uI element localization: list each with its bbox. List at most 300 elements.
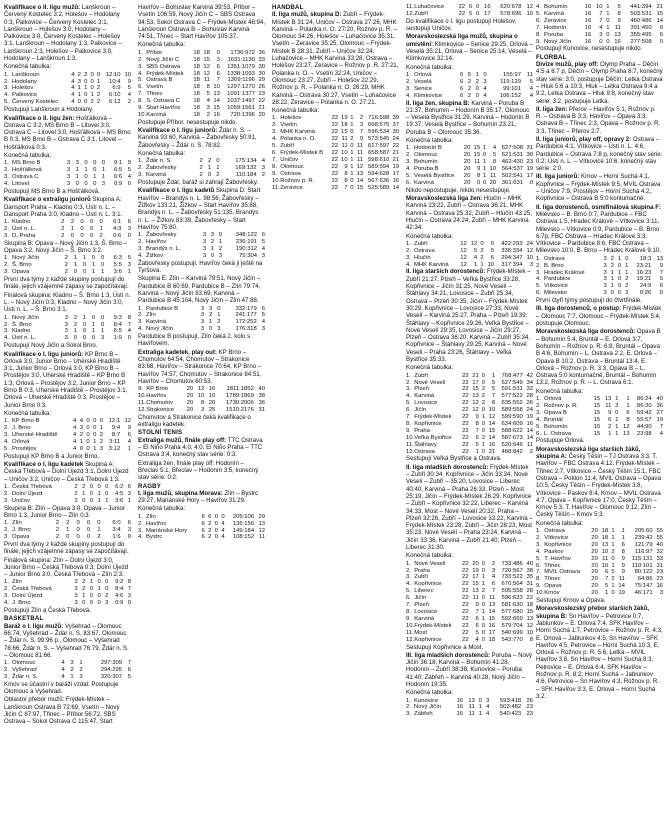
table-cell: 20 — [591, 590, 598, 597]
table-row — [536, 549, 663, 556]
table-cell: 6 — [608, 416, 612, 423]
table-cell: 2. — [138, 312, 143, 319]
table-cell: Hodonín B — [414, 145, 442, 152]
table-cell: 336:334 — [501, 247, 523, 254]
table-cell: Praha — [414, 427, 430, 434]
table-cell: 0 — [76, 527, 80, 534]
table-cell: 4 — [529, 85, 533, 92]
table-cell: 9 — [621, 562, 625, 569]
table-cell: 16 — [526, 420, 533, 427]
table-cell: 0 — [96, 71, 101, 78]
table-cell: 16 — [584, 38, 592, 45]
table-cell: Zlín — [12, 579, 22, 586]
table-cell: Ždár n. S. — [146, 158, 172, 165]
c4-top-note: Postupují Kunovice, nesestupuje nikdo. — [536, 45, 643, 53]
table-cell: Olomouc — [280, 163, 304, 170]
column-5 — [536, 4, 663, 819]
table-cell: 2 — [73, 314, 77, 321]
table-cell: 11 — [614, 24, 621, 31]
table-cell: 1730:2006 — [226, 400, 254, 407]
table-cell: 1 — [481, 441, 486, 448]
table-cell: 1. — [4, 71, 9, 78]
table-cell: 9. — [406, 615, 411, 622]
table-cell: 3 — [75, 160, 79, 167]
table-cell: J. Brno — [12, 425, 31, 432]
table-cell: 0:6 — [113, 232, 122, 239]
c4-s6-head: III. liga dorostenců, o postup: — [536, 305, 623, 313]
table-cell: 12 — [460, 261, 467, 268]
table-cell: 20 — [463, 172, 471, 179]
table-cell: 1 — [604, 590, 609, 597]
table-cell: 26 — [526, 697, 533, 704]
table-cell: 0 — [91, 314, 96, 321]
table-cell: 594:628 — [368, 170, 390, 177]
table-row — [406, 166, 533, 173]
table-cell: 3. — [4, 174, 9, 181]
table-cell: 0 — [483, 179, 487, 186]
table-cell: 1 — [480, 261, 484, 268]
table-cell: J. Brno — [12, 527, 31, 534]
table-cell: Bohumín — [544, 4, 568, 10]
table-cell: 3 — [209, 305, 213, 312]
table-cell: 0 — [617, 276, 622, 283]
table-cell: 1 — [350, 115, 354, 122]
table-cell: 1 — [93, 438, 97, 445]
table-cell: 0 — [86, 438, 90, 445]
table-cell: 2. — [4, 586, 9, 593]
table-cell: 3 — [261, 326, 265, 333]
table-cell: 3 — [66, 181, 71, 187]
table-cell: 11 — [602, 555, 609, 562]
table-cell: 4. — [4, 181, 9, 187]
table-cell: 0 — [481, 379, 486, 386]
table-row — [536, 535, 663, 542]
table-cell: 3. — [406, 386, 411, 393]
table-cell: 1 — [101, 174, 106, 181]
table-cell: 4 — [261, 319, 265, 326]
table-cell: 28 — [526, 588, 533, 595]
table-cell: 3 — [483, 78, 487, 85]
standings-table — [4, 160, 131, 188]
table-row — [4, 498, 131, 505]
table-cell: 12. — [406, 10, 415, 17]
c2-s5: Extraliga mužů, finále play off: TTC Ostrava – El Niño Praha 4:0, 4:0, El Niño Praha – TTC Ostrava 3:4, konečný stav série: 0:3. — [138, 436, 263, 459]
table-cell: 503:531 — [630, 10, 652, 17]
standings-table — [406, 72, 533, 100]
table-cell: 55:57 — [636, 416, 652, 423]
table-cell: 2 — [529, 448, 533, 455]
table-cell: 0 — [73, 335, 77, 342]
table-row — [406, 602, 533, 609]
table-row — [536, 576, 663, 583]
table-row — [406, 93, 533, 100]
table-cell: 6 — [468, 4, 473, 10]
table-cell: 16 — [456, 697, 464, 704]
c1-s6: Baráž o I. ligu mužů: Vyšehrad – Olomouc 66:74, Vyšehrad – Ždár n. S. 83:67, Olomouc – Ždár n. S. 99:96 p., Olomouc – Vyšehrad 78:66, Ždár n. S. – Vyšehrad 76:79, Ždár n. S. – Olomouc 81:66. — [4, 622, 129, 659]
table-cell: 1 — [481, 414, 486, 421]
table-cell: 2 — [625, 283, 629, 290]
table-cell: Š. Brno — [12, 262, 32, 269]
c3-s4-label: Konečná tabulka: — [406, 364, 454, 372]
table-row — [138, 521, 265, 528]
table-cell: 14 — [526, 427, 533, 434]
table-cell: 11 — [526, 71, 533, 78]
c4-s7: Moravskoslezská liga dorostenců: Opava B – Bohumín 5:4, Bruntál – E. Orlová 3:7, Bohumín – Rožnov p. R. 6:8, Bruntál – Opava B 4:6, Bohumín – L. Ostrava 2:2, E. Orlová – Opava B 10:2, Ostrava – Bruntál 13:4, E. Orlová – Rožnov p. R. 3:3, Opava B – L. Ostrava 5:0 kontumačně, Bruntál – Bohumín 13:2, Rožnov p. R. – L. Ostrava 6:1. — [536, 328, 661, 387]
table-cell: 2 — [481, 588, 486, 595]
table-cell: 38 — [526, 567, 533, 574]
table-cell: 6:10 — [109, 92, 121, 99]
table-cell: 0 — [615, 409, 619, 416]
table-cell: 1. — [406, 372, 411, 379]
table-cell: 7 — [216, 77, 220, 84]
c4-s8: Moravskoslezská liga starších žáků, skupina A: Český Těšín – TJ Ostrava 3:3, T. Havířov – FBC Ostrava 4:12, Frýdek-Místek – Třinec 2:7, Vítkovice – Český Těšín 15:1, FBC Ostrava – Poklon 11:4, MVIL Ostrava – Opava 10:5, Český Těšín – Frýdek-Místek 3:8, Vítkovice – Paskov 8:4, Krnov – MVIL Ostrava 4:7, Opava – Kopřivnice 17:0, Český Těšín – Krnov 5:3, T. Havířov – Olomouc 9:12, Zlín – Český Těšín – Krnov 5:3. — [536, 445, 661, 519]
table-cell: 0 — [127, 600, 131, 607]
table-cell: 2 — [467, 85, 472, 92]
table-cell: 18 — [203, 49, 210, 56]
c1-s2: Kvalifikace o II. ligu žen: Hošťálková – Ostrava C 3:2, MS Brno B – Litovel 3:0, Ostrava C – Litovel 3:0, Hošťálková – MS Brno B 0:3, MS Brno B – Ostrava C 3:1, Litovel – Hošťálková 0:3. — [4, 114, 131, 151]
table-cell: 3 — [200, 312, 205, 319]
table-row — [406, 637, 533, 644]
table-cell: 4:6 — [115, 593, 124, 600]
table-cell: 460:486 — [630, 17, 652, 24]
table-cell: 22 — [462, 608, 469, 615]
table-cell: 6 — [201, 534, 205, 541]
table-cell: 1 — [350, 122, 354, 129]
table-row — [536, 396, 663, 403]
table-cell: Kopřivnice — [414, 636, 442, 643]
table-cell: 4. — [536, 416, 541, 423]
table-cell: 589:594 — [368, 163, 390, 170]
table-cell: Frýdek-Místek — [146, 70, 184, 77]
table-cell: 15 — [593, 396, 601, 403]
table-row — [138, 393, 265, 400]
table-cell: 17 — [472, 574, 479, 581]
table-cell: 2. — [536, 402, 541, 409]
table-cell: 22 — [331, 115, 338, 122]
table-cell: 9 — [659, 24, 663, 31]
table-cell: 627:549 — [501, 379, 523, 386]
table-cell: 2 — [74, 490, 78, 497]
table-cell: Příbor — [146, 49, 163, 56]
table-cell: 3 — [74, 586, 78, 593]
table-cell: 4 — [492, 145, 497, 152]
table-cell: 33 — [258, 56, 265, 63]
table-cell: 4. — [272, 136, 277, 143]
table-cell: 30 — [526, 152, 533, 159]
table-cell: 15 — [341, 129, 348, 136]
table-cell: 6. — [272, 149, 277, 156]
table-cell: 20 — [591, 555, 598, 562]
table-cell: Červený Kostelec — [12, 99, 59, 106]
table-cell: 18 — [193, 70, 200, 77]
table-cell: 3. — [138, 319, 143, 326]
table-cell: 4. — [406, 92, 411, 99]
table-cell: 2 — [208, 520, 212, 527]
table-cell: 1. — [406, 71, 411, 78]
table-cell: 2 — [467, 78, 472, 85]
table-cell: 175:134 — [235, 158, 257, 165]
table-cell: 22 — [526, 595, 533, 602]
table-cell: 14 — [488, 434, 496, 441]
table-cell: 39 — [392, 115, 399, 122]
table-cell: 2 — [608, 423, 612, 430]
table-cell: 12 — [460, 240, 467, 247]
table-row — [406, 630, 533, 637]
table-cell: 525:589 — [368, 184, 390, 191]
c2-s3-foot: Pardubice B postupují, Zlín čeká 2. kolo s Havířovem. — [138, 333, 251, 348]
standings-table — [406, 241, 533, 269]
table-cell: 1 — [483, 159, 487, 166]
table-cell: 3 — [64, 335, 68, 342]
table-cell: 19 — [526, 166, 533, 173]
table-cell: 16 — [584, 10, 592, 17]
table-cell: 3:4 — [112, 527, 121, 534]
table-cell: 1 — [73, 262, 77, 269]
table-cell: 20 — [591, 569, 598, 576]
table-cell: 7 — [475, 427, 479, 434]
table-cell: 6. — [536, 290, 541, 297]
table-cell: 22 — [458, 10, 466, 17]
table-cell: 4 — [127, 328, 131, 335]
table-row — [138, 306, 265, 313]
table-cell: 0 — [490, 240, 495, 247]
table-cell: Lanškroun — [12, 71, 40, 78]
table-cell: 5:5 — [113, 262, 122, 269]
table-cell: 3. — [138, 63, 143, 70]
table-cell: Frýdek-Místek — [414, 414, 452, 421]
table-cell: Opava — [12, 534, 30, 541]
table-row — [4, 439, 131, 446]
table-cell: 3. — [406, 254, 411, 261]
table-row — [406, 442, 533, 449]
table-cell: 0 — [82, 321, 87, 328]
table-cell: 1037:1497 — [227, 98, 255, 105]
table-cell: 31 — [656, 562, 663, 569]
table-row — [4, 432, 131, 439]
table-cell: 1 — [350, 170, 354, 177]
table-cell: 0 — [101, 255, 105, 262]
table-cell: 5 — [127, 167, 131, 174]
table-cell: 16 — [456, 711, 464, 718]
table-cell: 1 — [606, 24, 610, 31]
table-row — [536, 417, 663, 424]
table-cell: 2 — [611, 576, 615, 583]
table-cell: 5. — [406, 172, 411, 179]
table-cell: Hodonín — [544, 24, 567, 31]
table-cell: 579:704 — [501, 622, 523, 629]
table-cell: 1 — [481, 581, 486, 588]
table-cell: 0 — [481, 567, 486, 574]
table-cell: Vyšehrad — [12, 667, 37, 674]
c3-s1-head: Moravskoslezská liga mužů, skupina o umístění: — [406, 33, 518, 48]
table-cell: Nové Veselí — [414, 560, 446, 567]
table-row — [272, 164, 399, 171]
table-cell: 15 — [473, 145, 481, 152]
table-cell: 8 — [344, 170, 348, 177]
c1-s2-head: Kvalifikace o II. ligu žen: — [4, 114, 77, 122]
c3-s6-head: III. liga mladších dorostenců: — [406, 651, 492, 659]
table-cell: 11 — [203, 77, 210, 84]
table-cell: 0 — [97, 579, 101, 586]
table-cell: 9:2 — [115, 579, 124, 586]
table-cell: 42 — [526, 372, 533, 379]
c2-s2-head: Kvalifikace o I. ligu juniorů: — [138, 127, 219, 135]
table-cell: Zubří — [414, 574, 428, 581]
table-row — [536, 11, 663, 18]
table-cell: L. Ostrava — [544, 430, 572, 437]
table-cell: 12 — [460, 254, 467, 261]
table-cell: 1 — [91, 328, 96, 335]
table-cell: 12 — [526, 247, 533, 254]
table-cell: 0 — [99, 219, 103, 226]
table-cell: 4. — [4, 600, 9, 607]
c1-s6-tail: Oblastní přebor mužů: Frýdek-Místek – Lanškroun Ostrava B 72:69, Vsetín – Nový Jičín C 87:97, Třinec – Příbor 56:72, SBS Ostrava – Sokol Ostrava C 115:47, Start — [4, 696, 120, 726]
table-cell: 4 — [491, 574, 496, 581]
table-cell: Paskov — [544, 548, 564, 555]
table-cell: 6 — [261, 305, 265, 312]
table-cell: 3 — [261, 252, 265, 259]
table-cell: 4 — [485, 711, 490, 718]
table-cell: 0 — [66, 534, 70, 541]
table-cell: 1 — [89, 579, 94, 586]
table-cell: 3 — [79, 673, 83, 680]
table-cell: MHK Karviná — [280, 129, 315, 136]
table-cell: 6:3 — [113, 255, 122, 262]
table-cell: 13 — [623, 430, 630, 437]
table-row — [406, 86, 533, 93]
table-cell: 621:531 — [501, 152, 524, 159]
table-row — [536, 256, 663, 263]
table-cell: 18 — [193, 98, 200, 105]
standings-table — [4, 579, 131, 607]
table-cell: 7 — [604, 576, 609, 583]
table-cell: Orlová — [414, 71, 432, 78]
table-cell: 4. — [406, 261, 411, 268]
c3-s5-foot: Sestupují Kopřivnice a Most. — [406, 643, 484, 651]
table-cell: 0 — [217, 305, 221, 312]
table-cell: 10 — [526, 629, 533, 636]
table-cell: 6. — [138, 84, 143, 91]
table-cell: 23:98 — [636, 430, 652, 437]
table-cell: 0 — [481, 622, 486, 629]
table-cell: 2. — [272, 122, 277, 129]
table-cell: 12 — [472, 407, 479, 414]
table-cell: 3 — [77, 78, 81, 85]
table-cell: 2 — [55, 534, 60, 541]
table-cell: 4. — [536, 276, 541, 283]
c2-s6-head: I. liga mužů, skupina Morava: — [138, 489, 225, 497]
c2-s2: Kvalifikace o I. ligu juniorů: Ždár n. S. – Karviná 93:60, Karviná – Žabovřesky 50:91, Žabovřesky – Ždár n. S. 78:82. — [138, 127, 257, 149]
table-cell: 16 — [584, 24, 592, 31]
table-cell: 16 — [656, 583, 663, 590]
table-cell: 1 — [101, 269, 105, 276]
table-cell: 10 — [341, 149, 348, 156]
c2-s5-sport: STOLNÍ TENIS — [138, 429, 183, 437]
table-cell: 4. — [406, 166, 411, 173]
table-cell: 28 — [526, 393, 533, 400]
table-cell: 5. — [536, 555, 541, 562]
table-cell: 2 — [610, 262, 614, 269]
table-cell: 3 — [603, 269, 607, 276]
table-cell: 320:307 — [100, 673, 123, 680]
table-cell: 1 — [621, 534, 625, 541]
table-cell: 8 — [617, 10, 621, 17]
table-cell: Ústí n. L. — [12, 335, 36, 342]
table-cell: 16 — [484, 4, 491, 10]
table-cell: Česká Třebová — [12, 586, 52, 593]
table-cell: Orlová — [544, 396, 562, 403]
table-cell: 86:30 — [636, 402, 652, 409]
table-cell: 0 — [97, 483, 101, 490]
table-row — [406, 152, 533, 159]
c4-s3-head: II. liga juniorů, play off, opravy 2: — [536, 136, 633, 143]
table-row — [138, 319, 265, 326]
table-cell: 10 — [526, 10, 533, 17]
table-cell: 22 — [462, 414, 469, 421]
table-row — [4, 160, 131, 167]
table-cell: 1 — [626, 396, 630, 403]
table-cell: 2 — [74, 497, 78, 504]
standings-table — [4, 418, 131, 453]
table-cell: 13 — [472, 393, 479, 400]
table-cell: 1. — [138, 305, 143, 312]
c1-s5-sub2: Skupina B: Zlín – Opava 3:0, Opava – Junior Brno 1:3, Junior Brno – Zlín 0:3. — [4, 504, 125, 519]
table-cell: 1 — [611, 541, 615, 548]
table-cell: 3. — [406, 159, 411, 166]
table-cell: 0 — [659, 38, 663, 45]
table-row — [4, 418, 131, 425]
table-cell: 17 — [472, 379, 479, 386]
table-cell: 12 — [197, 386, 205, 393]
table-cell: 2 — [55, 520, 60, 527]
table-cell: 6 — [460, 78, 464, 85]
table-cell: 31 — [526, 581, 533, 588]
table-cell: 6 — [604, 569, 609, 576]
table-cell: 6:9 — [112, 85, 121, 92]
table-cell: 239:42 — [634, 534, 653, 541]
table-cell: 19 — [392, 163, 399, 170]
table-cell: 0 — [481, 420, 486, 427]
table-cell: Třinec — [146, 91, 163, 98]
table-cell: Ostrava C — [12, 174, 39, 181]
table-cell: 22 — [458, 4, 466, 10]
standings-table — [138, 306, 265, 334]
table-row — [406, 393, 533, 400]
table-cell: Plzeň — [414, 386, 429, 393]
table-cell: 22 — [331, 149, 338, 156]
table-cell: 5. — [272, 143, 277, 150]
table-cell: 1 — [610, 283, 614, 290]
table-cell: 2 — [99, 232, 103, 239]
table-cell: 0 — [101, 160, 106, 167]
table-row — [406, 704, 533, 711]
table-cell: 1 — [478, 711, 482, 718]
table-cell: KP Brno B — [12, 418, 40, 425]
table-cell: 22 — [462, 372, 469, 379]
table-cell: 10. — [536, 590, 545, 597]
table-cell: 10 — [487, 261, 495, 268]
table-cell: 4 — [261, 245, 265, 252]
table-cell: Havířov — [146, 393, 167, 400]
table-cell: 2 — [96, 92, 101, 99]
table-cell: 4. — [4, 438, 9, 445]
table-cell: 13 — [472, 588, 479, 595]
table-cell: 0 — [483, 71, 487, 78]
table-cell: 6 — [201, 527, 205, 534]
table-cell: 1 — [82, 490, 86, 497]
table-cell: 658:587 — [368, 149, 390, 156]
table-cell: 1 — [473, 261, 478, 268]
